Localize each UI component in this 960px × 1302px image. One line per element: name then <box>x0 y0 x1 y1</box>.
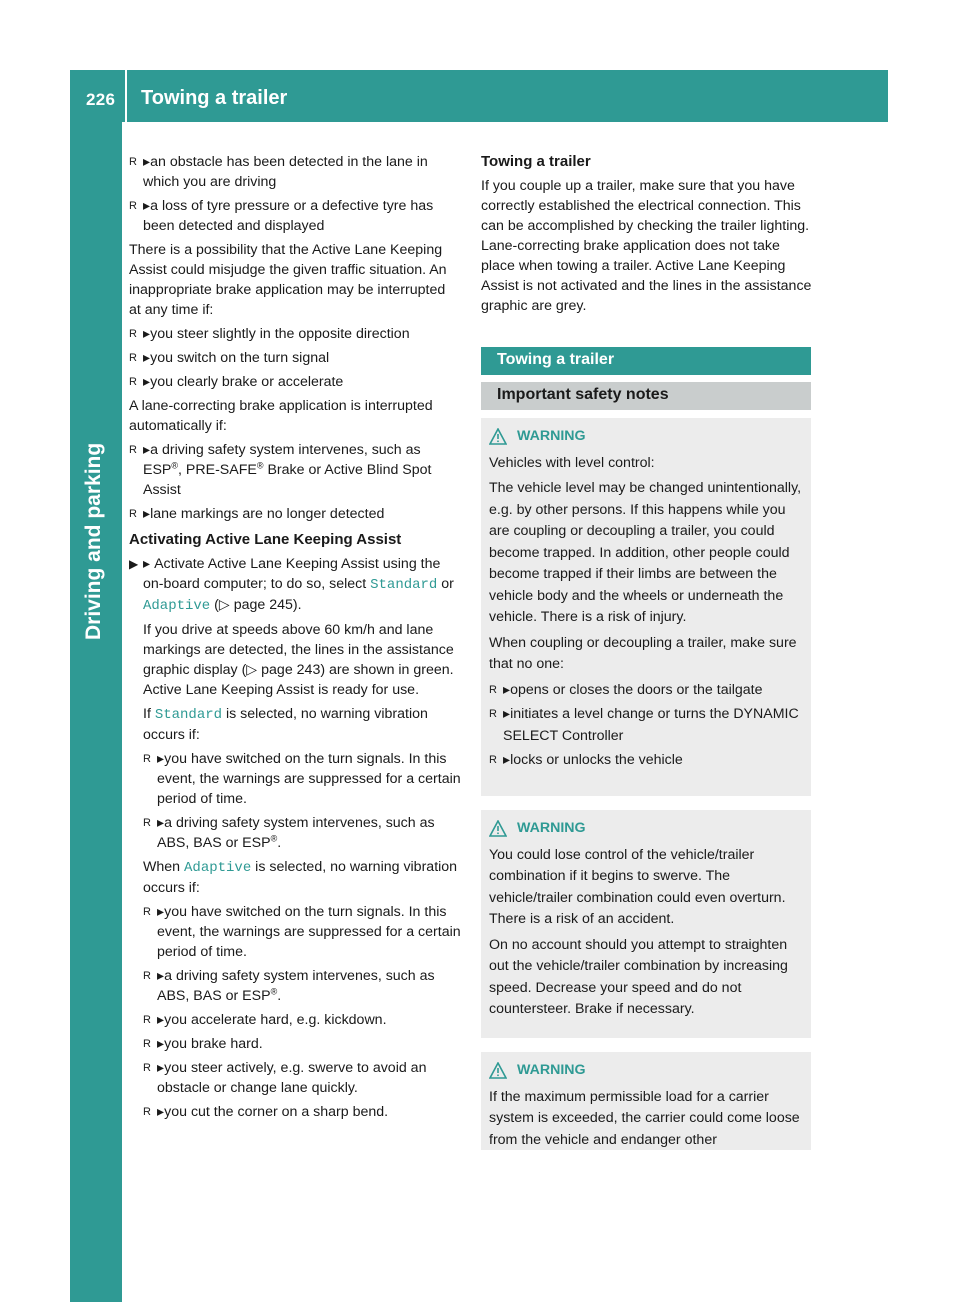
list-item-text: opens or closes the doors or the tailgate <box>510 681 763 698</box>
list-item <box>129 348 461 368</box>
list-item <box>143 749 461 809</box>
warning-triangle-icon <box>489 428 507 445</box>
list-item <box>489 680 803 702</box>
list-item-text: a loss of tyre pressure or a defective tyre has been detected and displayed <box>143 198 434 234</box>
warning-heading <box>489 426 803 448</box>
list-item-text: Brake or Active Blind Spot Assist <box>143 462 432 498</box>
list-item-text: you accelerate hard, e.g. kickdown. <box>164 1012 387 1028</box>
list-item-text: a driving safety system intervenes, such as ABS, BAS or ESP <box>157 815 435 851</box>
bullet-icon: ▸ R <box>129 376 137 388</box>
page-title: Towing a trailer <box>141 87 288 109</box>
step-item <box>129 554 461 616</box>
list-item-text: , PRE-SAFE <box>178 462 257 478</box>
subsection-title-bar <box>481 382 811 410</box>
side-tab-label: Driving and parking <box>82 442 105 640</box>
bullet-icon: ▸ R <box>129 200 137 212</box>
bullet-icon: ▸ R <box>129 352 137 364</box>
step-text: Activate Active Lane Keeping Assist using the on-board computer; to do so, select <box>143 556 441 592</box>
list-item-text: a driving safety system intervenes, such as ABS, BAS or ESP <box>157 968 435 1004</box>
bullet-icon: ▸ R <box>489 708 497 720</box>
list-item-text: . <box>277 988 282 1004</box>
list-item <box>129 504 461 524</box>
list-item <box>129 152 461 192</box>
warning-text: The vehicle level may be changed unintentionally, e.g. by other persons. If this happens while you are coupling or decoupling a trailer, you could become trapped. In addition, other people could become trapped if their limbs are between the vehicle body and the wheels or underneath the vehicle. There is a risk of injury. <box>489 480 802 625</box>
standard-option: Standard <box>370 577 438 593</box>
registered-mark: ® <box>171 460 179 471</box>
adaptive-option: Adaptive <box>143 598 211 614</box>
paragraph <box>143 704 461 745</box>
side-tab-label-wrap <box>82 380 112 640</box>
list-item <box>143 966 461 1006</box>
bullet-icon: ▸ R <box>143 753 151 765</box>
warning-heading <box>489 818 803 840</box>
warning-text: On no account should you attempt to straighten out the vehicle/trailer combination by increasing speed. Decrease your speed and do not countersteer. Brake if necessary. <box>489 936 788 1017</box>
warning-text: Vehicles with level control: <box>489 454 655 471</box>
paragraph <box>143 857 461 898</box>
list-item <box>489 704 803 747</box>
bullet-icon: ▸ R <box>143 906 151 918</box>
list-item <box>143 1034 461 1054</box>
paragraph: There is a possibility that the Active Lane Keeping Assist could misjudge the given traffic situation. An inappropriate brake application may be interrupted at any time if: <box>129 242 447 318</box>
list-item-text: you have switched on the turn signals. In this event, the warnings are suppressed for a certain period of time. <box>157 751 461 807</box>
right-column <box>481 152 813 320</box>
step-arrow-icon: ▸ ▶ <box>129 557 139 571</box>
adaptive-option: Adaptive <box>184 860 252 876</box>
bullet-icon: ▸ R <box>143 1014 151 1026</box>
list-item <box>129 324 461 344</box>
registered-mark: ® <box>270 833 278 844</box>
list-item <box>143 1102 461 1122</box>
bullet-icon: ▸ R <box>129 156 137 168</box>
standard-option: Standard <box>154 707 223 723</box>
paragraph-text: If <box>143 706 155 722</box>
registered-mark: ® <box>270 986 278 997</box>
list-item-text: initiates a level change or turns the DYNAMIC SELECT Controller <box>503 706 799 744</box>
paragraph-text: is selected, no warning vibration occurs if: <box>143 859 458 896</box>
list-item <box>143 902 461 962</box>
list-item-text: you switch on the turn signal <box>150 350 330 366</box>
list-item-text: . <box>277 835 282 851</box>
bullet-icon: ▸ R <box>129 508 137 520</box>
warning-box <box>481 418 811 796</box>
bullet-icon: ▸ R <box>143 970 151 982</box>
section-heading: Towing a trailer <box>481 153 591 170</box>
warning-box <box>481 1052 811 1150</box>
paragraph: If you couple up a trailer, make sure that you have correctly established the electrical connection. This can be accomplished by checking the trailer lighting. Lane-correcting brake application does not take place when towing a trailer. Active Lane Keeping Assist is not activated and the lines in the assistance graphic are grey. <box>481 178 812 314</box>
warning-box <box>481 810 811 1038</box>
page-number: 226 <box>86 90 116 109</box>
list-item-text: you have switched on the turn signals. In this event, the warnings are suppressed for a certain period of time. <box>157 904 461 960</box>
warning-label: WARNING <box>517 820 586 836</box>
step-text: (▷ page 245). <box>210 597 302 613</box>
bullet-icon: ▸ R <box>129 328 137 340</box>
list-item-text: a driving safety system intervenes, such as ESP <box>143 442 421 478</box>
warning-text: When coupling or decoupling a trailer, make sure that no one: <box>489 634 797 672</box>
list-item <box>129 440 461 500</box>
list-item <box>143 1010 461 1030</box>
list-item <box>143 1058 461 1098</box>
warning-triangle-icon <box>489 1062 507 1079</box>
warning-label: WARNING <box>517 428 586 444</box>
side-tab <box>70 122 122 1302</box>
warning-heading <box>489 1060 803 1082</box>
list-item-text: an obstacle has been detected in the lane in which you are driving <box>143 154 428 190</box>
paragraph-text: When <box>143 859 185 875</box>
list-item <box>143 813 461 853</box>
list-item-text: you brake hard. <box>164 1036 263 1052</box>
list-item <box>129 372 461 392</box>
step-text: or <box>437 576 454 592</box>
list-item <box>489 750 803 772</box>
left-column <box>129 152 461 1126</box>
paragraph: If you drive at speeds above 60 km/h and lane markings are detected, the lines in the assistance graphic display (▷ page 243) are shown in green. Active Lane Keeping Assist is ready for use. <box>143 622 454 698</box>
bullet-icon: ▸ R <box>489 683 497 696</box>
bullet-icon: ▸ R <box>143 1038 151 1050</box>
list-item-text: you cut the corner on a sharp bend. <box>164 1104 389 1120</box>
paragraph-text: is selected, no warning vibration occurs if: <box>143 706 428 743</box>
list-item-text: lane markings are no longer detected <box>150 506 385 522</box>
header-divider <box>125 70 127 122</box>
subsection-title: Important safety notes <box>497 386 669 403</box>
list-item <box>129 196 461 236</box>
bullet-icon: ▸ R <box>129 444 137 456</box>
bullet-icon: ▸ R <box>143 1062 151 1074</box>
warning-text: You could lose control of the vehicle/trailer combination if it begins to swerve. The vehicle/trailer combination could even overturn. There is a risk of an accident. <box>489 846 786 927</box>
registered-mark: ® <box>256 460 264 471</box>
warning-triangle-icon <box>489 820 507 837</box>
list-item-text: you steer slightly in the opposite direction <box>150 326 410 342</box>
bullet-icon: ▸ R <box>143 817 151 829</box>
section-title: Towing a trailer <box>497 351 615 368</box>
warning-text: If the maximum permissible load for a carrier system is exceeded, the carrier could come loose from the vehicle and endanger other <box>489 1088 800 1148</box>
bullet-icon: ▸ R <box>143 1106 151 1118</box>
section-heading: Activating Active Lane Keeping Assist <box>129 531 402 548</box>
section-title-bar <box>481 347 811 375</box>
bullet-icon: ▸ R <box>489 754 497 766</box>
list-item-text: you steer actively, e.g. swerve to avoid an obstacle or change lane quickly. <box>157 1060 427 1096</box>
list-item-text: locks or unlocks the vehicle <box>510 752 683 768</box>
paragraph: A lane-correcting brake application is interrupted automatically if: <box>129 398 433 434</box>
list-item-text: you clearly brake or accelerate <box>150 374 344 390</box>
warning-label: WARNING <box>517 1062 586 1078</box>
